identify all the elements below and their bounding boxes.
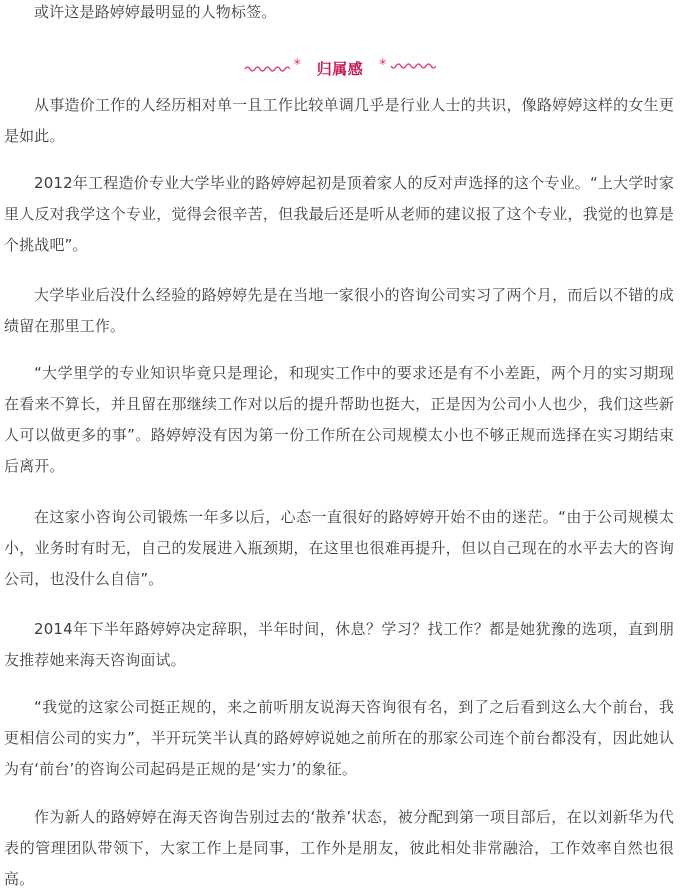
paragraph-5: 在这家小咨询公司锻炼一年多以后，心态一直很好的路婷婷开始不由的迷茫。“由于公司规模太小，业务时有时无，自己的发展进入瓶颈期，在这里也很难再提升，但以自己现在的水平去大的咨询公司，也没什么自信”。	[4, 508, 674, 588]
right-star-ornament: *	[379, 57, 387, 73]
left-star-ornament: *	[293, 57, 301, 73]
paragraph-1: 从事造价工作的人经历相对单一且工作比较单调几乎是行业人士的共识，像路婷婷这样的女生更是如此。	[4, 96, 674, 145]
section-heading	[0, 55, 680, 81]
intro-tail-paragraph: 或许这是路婷婷最明显的人物标签。	[34, 3, 277, 21]
paragraph-6: 2014年下半年路婷婷决定辞职，半年时间，休息？学习？找工作？都是她犹豫的选项，直到朋友推荐她来海天咨询面试。	[4, 620, 674, 669]
section-title: 归属感	[316, 59, 364, 78]
paragraph-3: 大学毕业后没什么经验的路婷婷先是在当地一家很小的咨询公司实习了两个月，而后以不错的成绩留在那里工作。	[4, 286, 674, 335]
left-wave-ornament	[244, 62, 290, 74]
paragraph-2: 2012年工程造价专业大学毕业的路婷婷起初是顶着家人的反对声选择的这个专业。“上大学时家里人反对我学这个专业，觉得会很辛苦，但我最后还是听从老师的建议报了这个专业，我觉的也算是个挑战吧”。	[4, 174, 674, 254]
paragraph-7: “我觉的这家公司挺正规的，来之前听朋友说海天咨询很有名，到了之后看到这么大个前台，我更相信公司的实力”，半开玩笑半认真的路婷婷说她之前所在的那家公司连个前台都没有，因此她认为有‘前台’的咨询公司起码是正规的是‘实力’的象征。	[4, 698, 674, 778]
paragraph-4: “大学里学的专业知识毕竟只是理论，和现实工作中的要求还是有不小差距，两个月的实习期现在看来不算长，并且留在那继续工作对以后的提升帮助也挺大，正是因为公司小人也少，我们这些新人可以做更多的事”。路婷婷没有因为第一份工作所在公司规模太小也不够正规而选择在实习期结束后离开。	[4, 364, 674, 475]
right-wave-ornament	[390, 62, 436, 74]
paragraph-8: 作为新人的路婷婷在海天咨询告别过去的‘散养’状态，被分配到第一项目部后，在以刘新华为代表的管理团队带领下，大家工作上是同事，工作外是朋友，彼此相处非常融洽，工作效率自然也很高。	[4, 808, 674, 888]
